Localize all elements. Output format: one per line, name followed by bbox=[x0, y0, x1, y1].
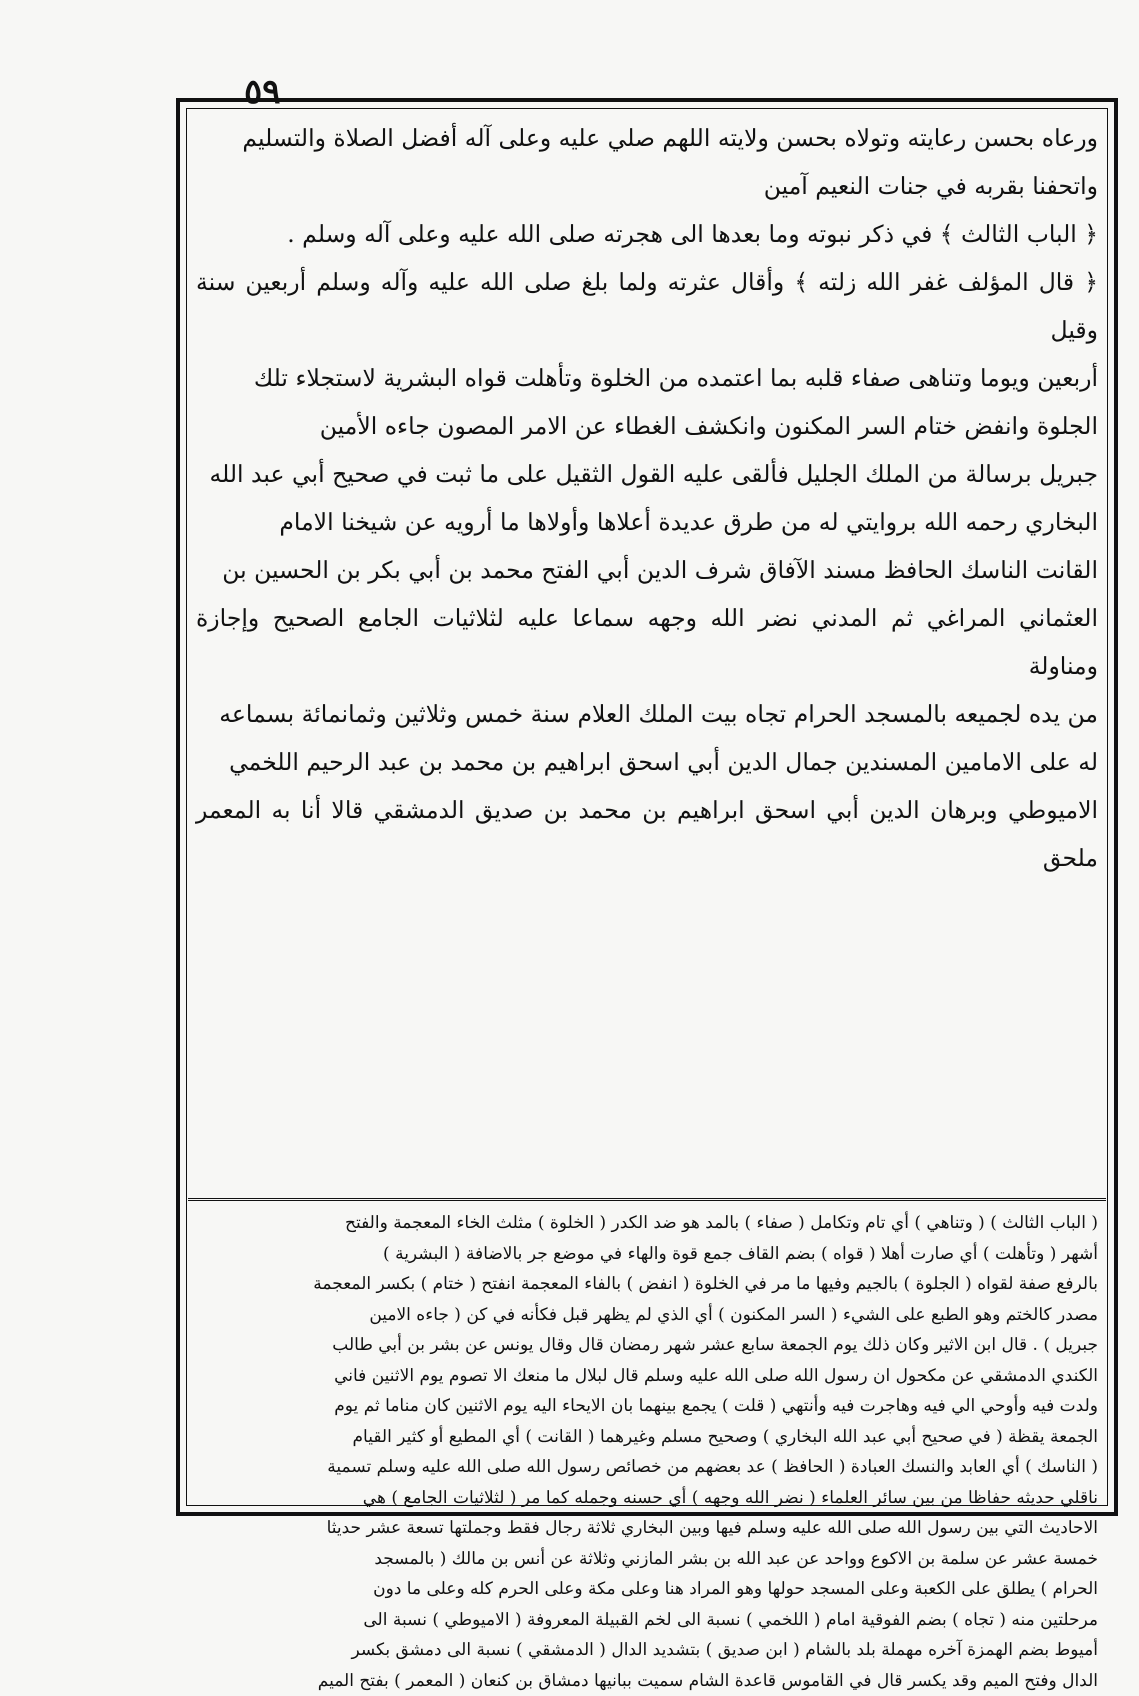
commentary-line: ( الباب الثالث ) ( وتناهي ) أي تام وتكامل ( صفاء ) بالمد هو ضد الكدر ( الخلوة ) مثلث الخاء المعجمة والفتح bbox=[196, 1208, 1098, 1239]
main-line: البخاري رحمه الله بروايتي له من طرق عديدة أعلاها وأولاها ما أرويه عن شيخنا الامام bbox=[196, 498, 1098, 546]
section-divider bbox=[188, 1198, 1106, 1201]
commentary-line: أميوط بضم الهمزة آخره مهملة بلد بالشام ( ابن صديق ) بتشديد الدال ( الدمشقي ) نسبة الى دمشق بكسر bbox=[196, 1635, 1098, 1666]
commentary-line: أشهر ( وتأهلت ) أي صارت أهلا ( قواه ) بضم القاف جمع قوة والهاء في موضع جر بالاضافة ( البشرية ) bbox=[196, 1239, 1098, 1270]
main-line: جبريل برسالة من الملك الجليل فألقى عليه القول الثقيل على ما ثبت في صحيح أبي عبد الله bbox=[196, 450, 1098, 498]
commentary-line: الكندي الدمشقي عن مكحول ان رسول الله صلى الله عليه وسلم قال لبلال ما منعك الا تصوم يوم الاثنين فاني bbox=[196, 1361, 1098, 1392]
main-line: الجلوة وانفض ختام السر المكنون وانكشف الغطاء عن الامر المصون جاءه الأمين bbox=[196, 402, 1098, 450]
commentary-line: خمسة عشر عن سلمة بن الاكوع وواحد عن عبد الله بن بشر المازني وثلاثة عن أنس بن مالك ( بالمسجد bbox=[196, 1544, 1098, 1575]
page-frame bbox=[176, 98, 1118, 1516]
main-text bbox=[196, 114, 1098, 1196]
page-number: ٥٩ bbox=[244, 72, 281, 112]
commentary-line: الاحاديث التي بين رسول الله صلى الله عليه وسلم فيها وبين البخاري ثلاثة رجال فقط وجملتها تسعة عشر حديثا bbox=[196, 1513, 1098, 1544]
commentary-line: ( الناسك ) أي العابد والنسك العبادة ( الحافظ ) عد بعضهم من خصائص رسول الله صلى الله عليه وسلم تسمية bbox=[196, 1452, 1098, 1483]
commentary-text bbox=[196, 1208, 1098, 1498]
main-line: الاميوطي وبرهان الدين أبي اسحق ابراهيم بن محمد بن صديق الدمشقي قالا أنا به المعمر ملحق bbox=[196, 786, 1098, 882]
main-line: واتحفنا بقربه في جنات النعيم آمين bbox=[196, 162, 1098, 210]
main-line: ورعاه بحسن رعايته وتولاه بحسن ولايته اللهم صلي عليه وعلى آله أفضل الصلاة والتسليم bbox=[196, 114, 1098, 162]
commentary-line: الجمعة يقظة ( في صحيح أبي عبد الله البخاري ) وصحيح مسلم وغيرهما ( القانت ) أي المطيع أو كثير القيام bbox=[196, 1422, 1098, 1453]
commentary-line: مرحلتين منه ( تجاه ) بضم الفوقية امام ( اللخمي ) نسبة الى لخم القبيلة المعروفة ( الاميوطي ) نسبة الى bbox=[196, 1605, 1098, 1636]
main-line: أربعين ويوما وتناهى صفاء قلبه بما اعتمده من الخلوة وتأهلت قواه البشرية لاستجلاء تلك bbox=[196, 354, 1098, 402]
commentary-line: ولدت فيه وأوحي الي فيه وهاجرت فيه وأنتهي ( قلت ) يجمع بينهما بان الايحاء اليه يوم الاثنين كان مناما ثم يوم bbox=[196, 1391, 1098, 1422]
main-line: العثماني المراغي ثم المدني نضر الله وجهه سماعا عليه لثلاثيات الجامع الصحيح وإجازة ومناولة bbox=[196, 594, 1098, 690]
commentary-line: ناقلي حديثه حفاظا من بين سائر العلماء ( نضر الله وجهه ) أي حسنه وجمله كما مر ( لثلاثيات الجامع ) هي bbox=[196, 1483, 1098, 1514]
commentary-line: الحرام ) يطلق على الكعبة وعلى المسجد حولها وهو المراد هنا وعلى مكة وعلى الحرم كله وعلى ما دون bbox=[196, 1574, 1098, 1605]
main-line: له على الامامين المسندين جمال الدين أبي اسحق ابراهيم بن محمد بن عبد الرحيم اللخمي bbox=[196, 738, 1098, 786]
main-line: من يده لجميعه بالمسجد الحرام تجاه بيت الملك العلام سنة خمس وثلاثين وثمانمائة بسماعه bbox=[196, 690, 1098, 738]
main-line: القانت الناسك الحافظ مسند الآفاق شرف الدين أبي الفتح محمد بن أبي بكر بن الحسين بن bbox=[196, 546, 1098, 594]
commentary-line: بالرفع صفة لقواه ( الجلوة ) بالجيم وفيها ما مر في الخلوة ( انفض ) بالفاء المعجمة انفتح ( ختام ) بكسر المعجمة bbox=[196, 1269, 1098, 1300]
main-line: ﴿ قال المؤلف غفر الله زلته ﴾ وأقال عثرته ولما بلغ صلى الله عليه وآله وسلم أربعين سنة وقيل bbox=[196, 258, 1098, 354]
chapter-heading: ﴿ الباب الثالث ﴾ في ذكر نبوته وما بعدها الى هجرته صلى الله عليه وعلى آله وسلم . bbox=[196, 210, 1098, 258]
commentary-line: جبريل ) . قال ابن الاثير وكان ذلك يوم الجمعة سابع عشر شهر رمضان قال وقال يونس عن بشر بن أبي طالب bbox=[196, 1330, 1098, 1361]
commentary-line: مصدر كالختم وهو الطبع على الشيء ( السر المكنون ) أي الذي لم يظهر قبل فكأنه في كن ( جاءه الامين bbox=[196, 1300, 1098, 1331]
commentary-line: الدال وفتح الميم وقد يكسر قال في القاموس قاعدة الشام سميت ببانيها دمشاق بن كنعان ( المعمر ) بفتح الميم bbox=[196, 1666, 1098, 1696]
